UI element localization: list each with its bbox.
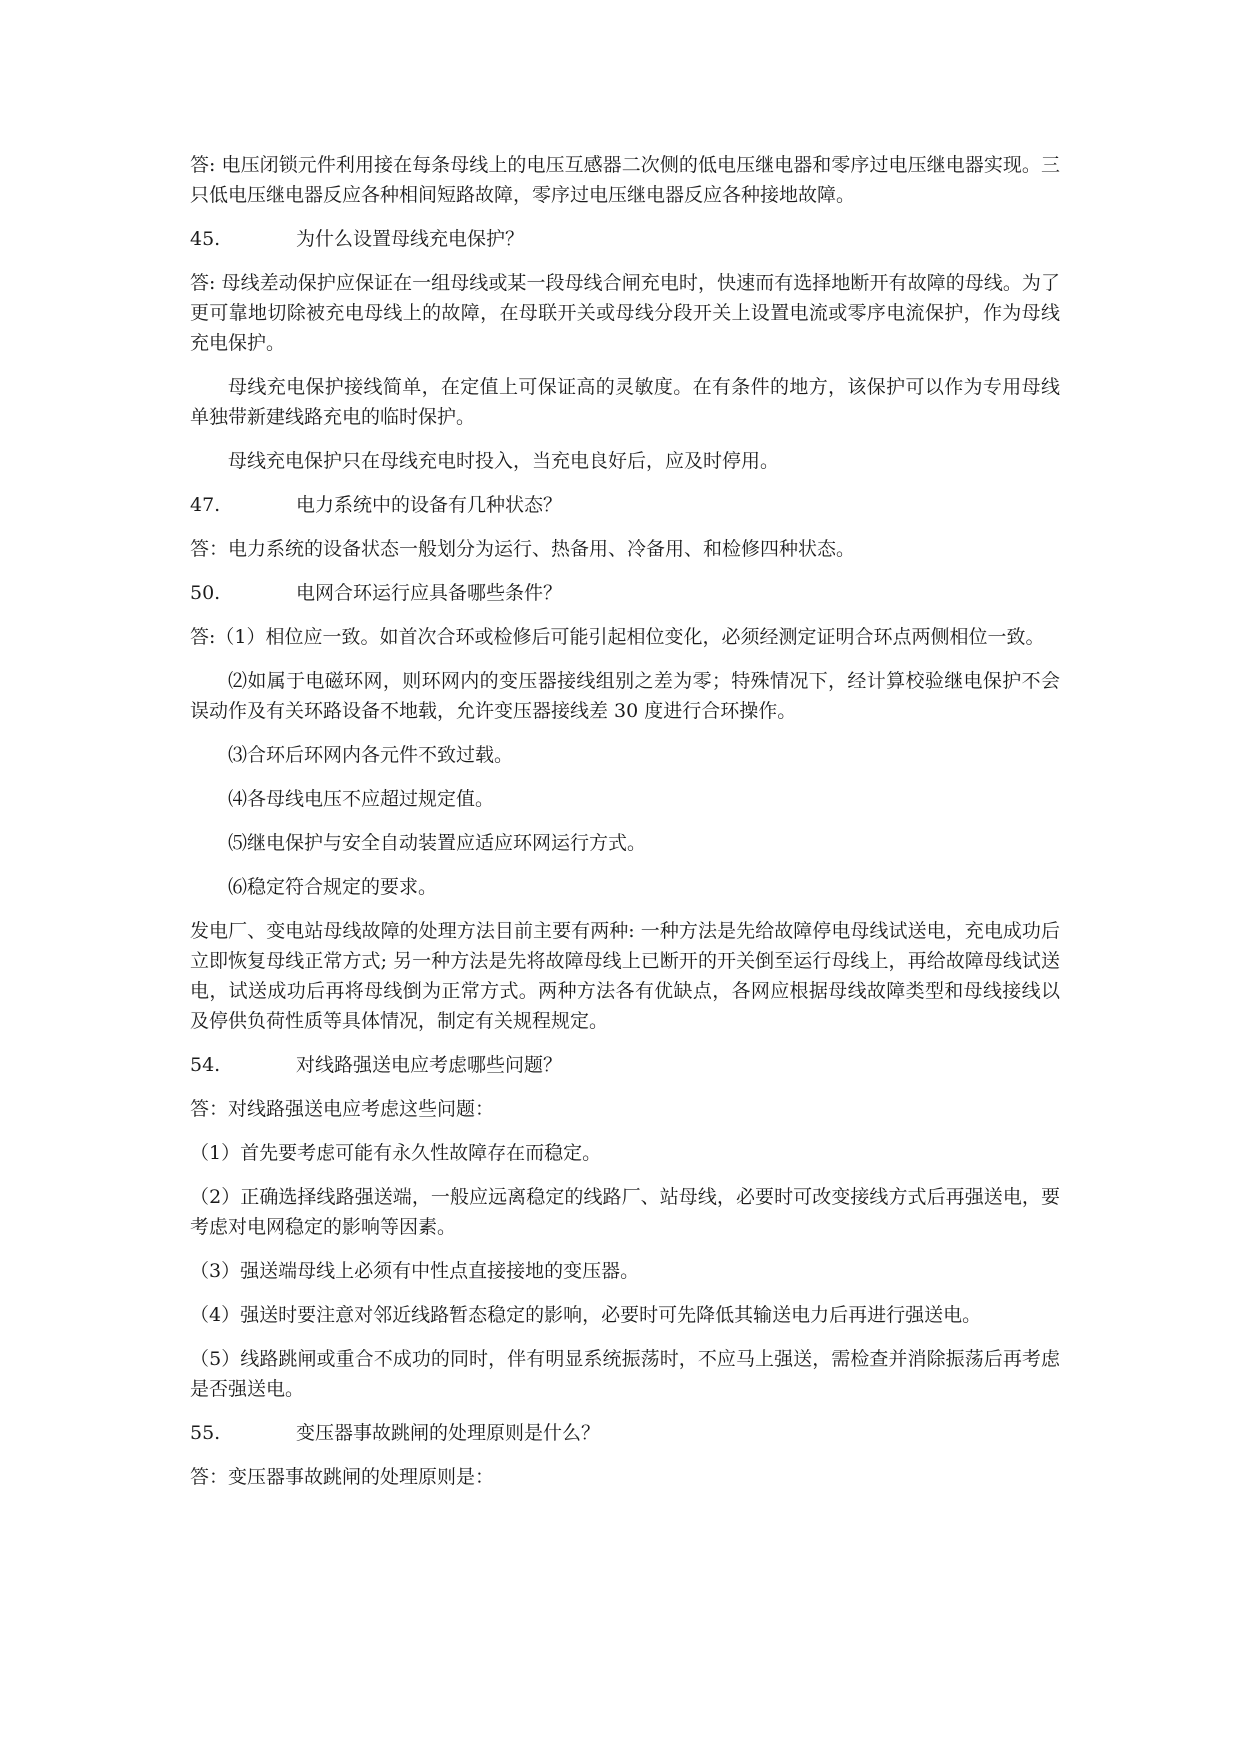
question-heading: [190, 578, 1060, 608]
answer-paragraph: 答:（1）相位应一致。如首次合环或检修后可能引起相位变化，必须经测定证明合环点两侧相位一致。: [190, 626, 1045, 648]
question-text: 变压器事故跳闸的处理原则是什么？: [296, 1422, 601, 1444]
document-body: [190, 150, 1060, 1506]
question-number: 50.: [190, 582, 221, 604]
answer-paragraph: （5）线路跳闸或重合不成功的同时，伴有明显系统振荡时，不应马上强送，需检查并消除振荡后再考虑是否强送电。: [190, 1348, 1060, 1400]
question-text: 电力系统中的设备有几种状态？: [296, 494, 563, 516]
answer-paragraph: ⑵如属于电磁环网，则环网内的变压器接线组别之差为零；特殊情况下，经计算校验继电保护不会误动作及有关环路设备不地载，允许变压器接线差 30 度进行合环操作。: [190, 670, 1060, 722]
answer-paragraph: 答：变压器事故跳闸的处理原则是：: [190, 1466, 495, 1488]
answer-paragraph: ⑸继电保护与安全自动装置应适应环网运行方式。: [228, 832, 647, 854]
answer-paragraph: 母线充电保护只在母线充电时投入，当充电良好后，应及时停用。: [228, 450, 780, 472]
question-heading: [190, 1418, 1060, 1448]
answer-paragraph: 答：电力系统的设备状态一般划分为运行、热备用、冷备用、和检修四种状态。: [190, 538, 856, 560]
answer-paragraph: 答: 电压闭锁元件利用接在每条母线上的电压互感器二次侧的低电压继电器和零序过电压继电器实现。三只低电压继电器反应各种相间短路故障，零序过电压继电器反应各种接地故障。: [190, 154, 1060, 206]
question-heading: [190, 490, 1060, 520]
question-text: 为什么设置母线充电保护？: [296, 228, 525, 250]
answer-paragraph: （4）强送时要注意对邻近线路暂态稳定的影响，必要时可先降低其输送电力后再进行强送电。: [190, 1304, 982, 1326]
answer-paragraph: 答：对线路强送电应考虑这些问题：: [190, 1098, 495, 1120]
question-number: 47.: [190, 494, 221, 516]
answer-paragraph: （2）正确选择线路强送端，一般应远离稳定的线路厂、站母线，必要时可改变接线方式后再强送电，要考虑对电网稳定的影响等因素。: [190, 1186, 1060, 1238]
answer-paragraph: （1）首先要考虑可能有永久性故障存在而稳定。: [190, 1142, 602, 1164]
question-number: 55.: [190, 1422, 221, 1444]
question-text: 电网合环运行应具备哪些条件？: [296, 582, 563, 604]
answer-paragraph: ⑶合环后环网内各元件不致过载。: [228, 744, 514, 766]
question-number: 45.: [190, 228, 221, 250]
question-text: 对线路强送电应考虑哪些问题？: [296, 1054, 563, 1076]
answer-paragraph: ⑹稳定符合规定的要求。: [228, 876, 438, 898]
question-heading: [190, 224, 1060, 254]
answer-paragraph: 答: 母线差动保护应保证在一组母线或某一段母线合闸充电时，快速而有选择地断开有故障的母线。为了更可靠地切除被充电母线上的故障，在母联开关或母线分段开关上设置电流或零序电流保护，作为母线充电保护。: [190, 272, 1060, 354]
answer-paragraph: 母线充电保护接线简单，在定值上可保证高的灵敏度。在有条件的地方，该保护可以作为专用母线单独带新建线路充电的临时保护。: [190, 376, 1060, 428]
answer-paragraph: （3）强送端母线上必须有中性点直接接地的变压器。: [190, 1260, 640, 1282]
question-heading: [190, 1050, 1060, 1080]
answer-paragraph: ⑷各母线电压不应超过规定值。: [228, 788, 495, 810]
answer-paragraph: 发电厂、变电站母线故障的处理方法目前主要有两种: 一种方法是先给故障停电母线试送电，充电成功后立即恢复母线正常方式; 另一种方法是先将故障母线上已断开的开关倒至运行母线上，再给故障母线试送电，试送成功后再将母线倒为正常方式。两种方法各有优缺点，各网应根据母线故障类型和母线接线以及停供负荷性质等具体情况，制定有关规程规定。: [190, 920, 1060, 1032]
question-number: 54.: [190, 1054, 221, 1076]
